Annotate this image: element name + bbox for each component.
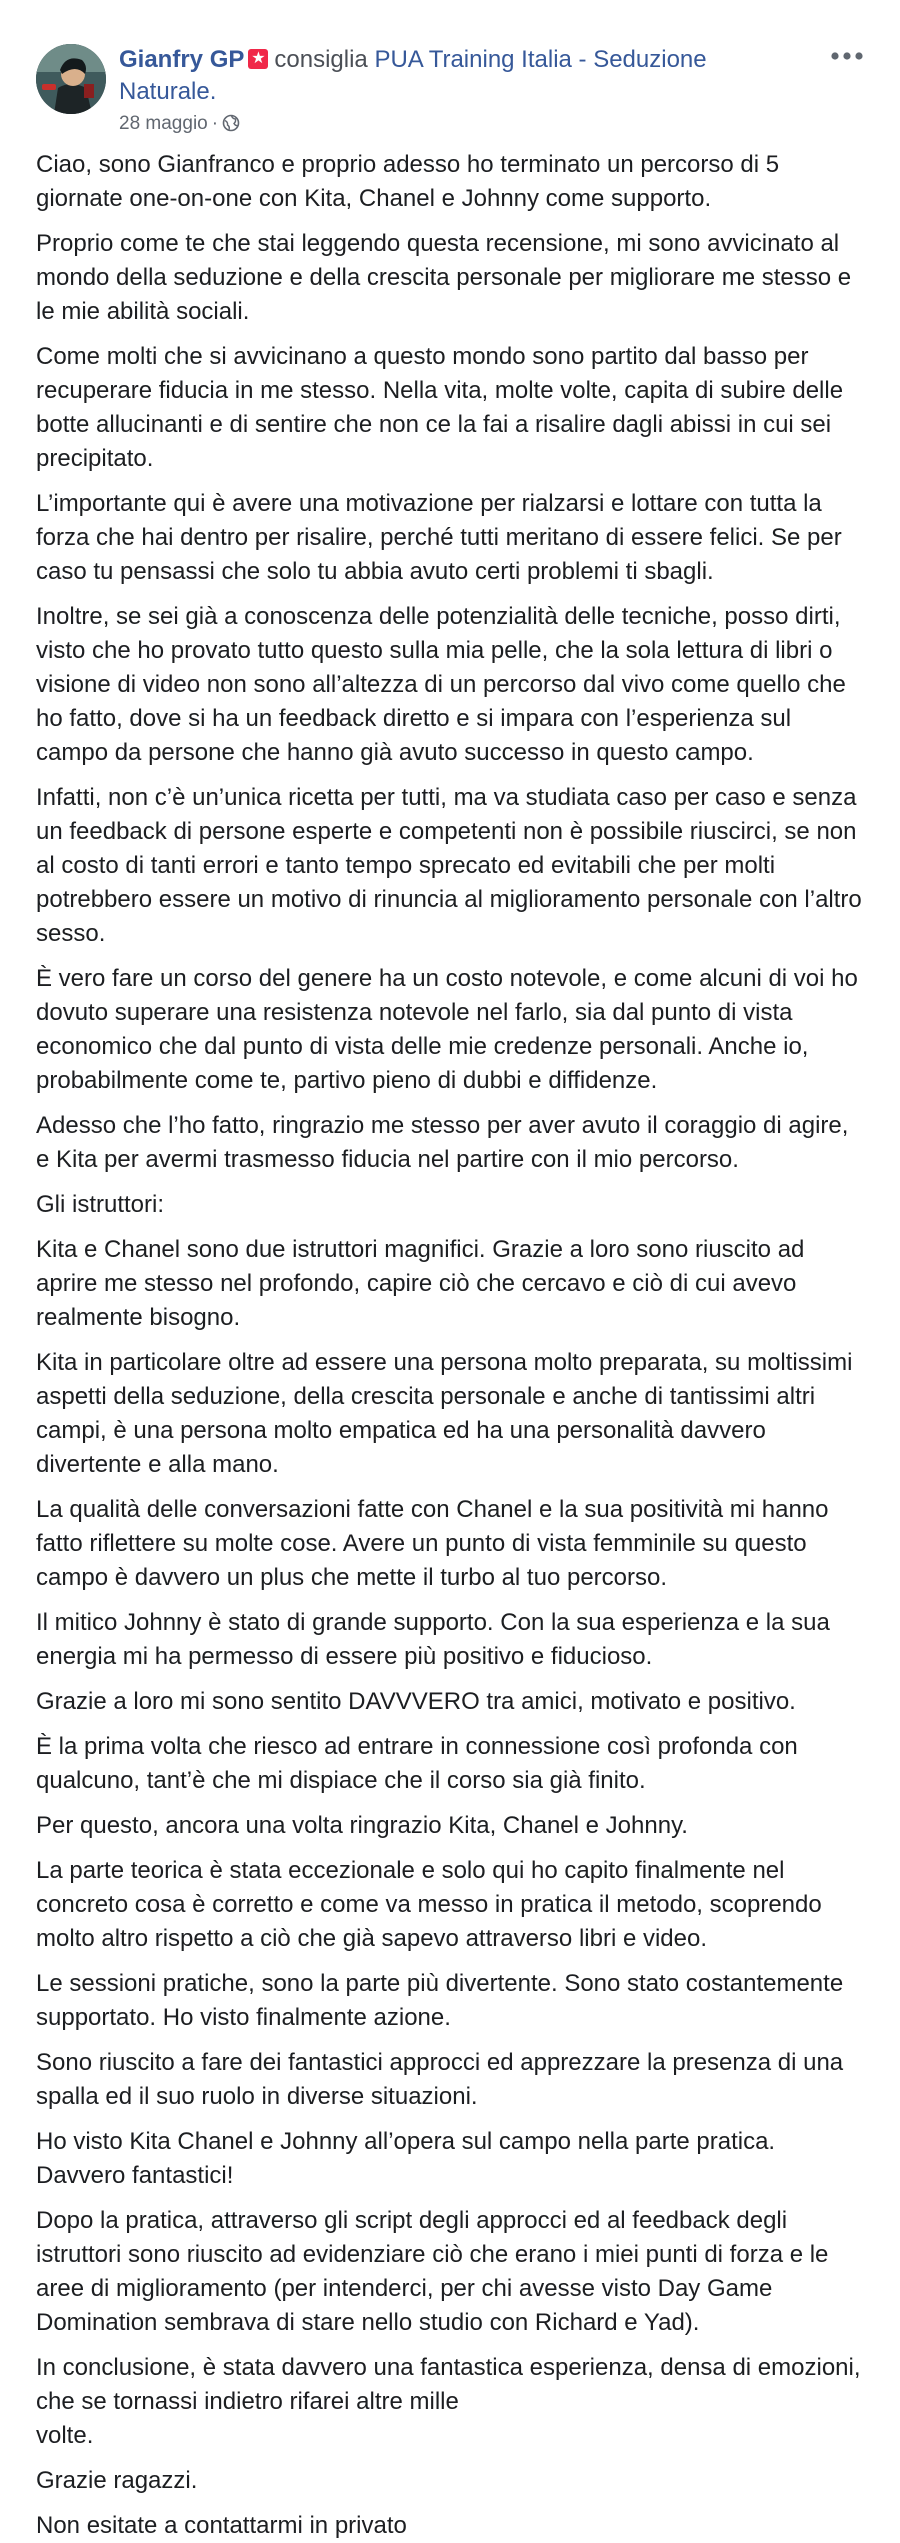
post-paragraph: È vero fare un corso del genere ha un costo notevole, e come alcuni di voi ho dovuto superare una resistenza notevole nel farlo, sia dal punto di vista economico che dal punto di vista delle mie credenze personali. Anche io, probabilmente come te, partivo pieno di dubbi e diffidenze. xyxy=(36,965,858,1094)
post-paragraph: Non esitate a contattarmi in privato xyxy=(36,2512,407,2539)
post-header xyxy=(36,40,866,148)
recommendation-star-icon xyxy=(248,49,268,69)
post-paragraph: Gli istruttori: xyxy=(36,1191,165,1218)
globe-icon[interactable] xyxy=(222,114,240,139)
post-paragraph: Kita e Chanel sono due istruttori magnifici. Grazie a loro sono riuscito ad aprire me stesso nel profondo, capire ciò che cercavo e ciò di cui avevo realmente bisogno. xyxy=(36,1236,805,1331)
post-paragraph: Sono riuscito a fare dei fantastici approcci ed apprezzare la presenza di una spalla ed il suo ruolo in diverse situazioni. xyxy=(36,2049,844,2110)
meta-separator: · xyxy=(211,113,219,134)
avatar-image xyxy=(36,44,106,114)
post-meta xyxy=(119,112,809,139)
post-paragraph: Kita in particolare oltre ad essere una persona molto preparata, su moltissimi aspetti della seduzione, della crescita personale e anche di tantissimi altri campi, è una persona molto empatica ed ha una personalità davvero divertente e alla mano. xyxy=(36,1349,853,1478)
post-paragraph: È la prima volta che riesco ad entrare in connessione così profonda con qualcuno, tant’è che mi dispiace che il corso sia già finito. xyxy=(36,1733,798,1794)
post-paragraph: Il mitico Johnny è stato di grande supporto. Con la sua esperienza e la sua energia mi ha permesso di essere più positivo e fiducioso. xyxy=(36,1609,830,1670)
post-paragraph: Per questo, ancora una volta ringrazio Kita, Chanel e Johnny. xyxy=(36,1812,688,1839)
post-paragraph: Le sessioni pratiche, sono la parte più divertente. Sono stato costantemente supportato. Ho visto finalmente azione. xyxy=(36,1970,844,2031)
post-body xyxy=(36,148,866,2543)
avatar[interactable] xyxy=(36,44,106,114)
post-paragraph: Grazie a loro mi sono sentito DAVVVERO tra amici, motivato e positivo. xyxy=(36,1688,796,1715)
post-title-line xyxy=(119,44,809,108)
post-date-link[interactable]: 28 maggio xyxy=(119,113,208,134)
post-paragraph: Come molti che si avvicinano a questo mondo sono partito dal basso per recuperare fiducia in me stesso. Nella vita, molte volte, capita di subire delle botte allucinanti e di sentire che non ce la fai a risalire dagli abissi in cui sei precipitato. xyxy=(36,343,844,472)
post-paragraph: Infatti, non c’è un’unica ricetta per tutti, ma va studiata caso per caso e senza un feedback di persone esperte e competenti non è possibile riuscirci, se non al costo di tanti errori e tanto tempo sprecato ed evitabili che per molti potrebbero essere un motivo di rinuncia al miglioramento personale con l’altro sesso. xyxy=(36,784,862,947)
action-text: consiglia xyxy=(274,46,368,73)
post-paragraph: Ciao, sono Gianfranco e proprio adesso ho terminato un percorso di 5 giornate one-on-one con Kita, Chanel e Johnny come supporto. xyxy=(36,151,780,212)
post-paragraph: In conclusione, è stata davvero una fantastica esperienza, densa di emozioni, che se tornassi indietro rifarei altre mille volte. xyxy=(36,2354,861,2449)
post-paragraph: Inoltre, se sei già a conoscenza delle potenzialità delle tecniche, posso dirti, visto che ho provato tutto questo sulla mia pelle, che la sola lettura di libri o visione di video non sono all’altezza di un percorso dal vivo come quello che ho fatto, dove si ha un feedback diretto e si impara con l’esperienza sul campo da persone che hanno già avuto successo in questo campo. xyxy=(36,603,846,766)
post-paragraph: La qualità delle conversazioni fatte con Chanel e la sua positività mi hanno fatto riflettere su molte cose. Avere un punto di vista femminile su questo campo è davvero un plus che mette il turbo al tuo percorso. xyxy=(36,1496,829,1591)
post-header-text xyxy=(119,44,809,139)
post-paragraph: Ho visto Kita Chanel e Johnny all’opera sul campo nella parte pratica. Davvero fantastici! xyxy=(36,2128,776,2189)
post-paragraph: Grazie ragazzi. xyxy=(36,2467,198,2494)
post-paragraph: Adesso che l’ho fatto, ringrazio me stesso per aver avuto il coraggio di agire, e Kita per avermi trasmesso fiducia nel partire con il mio percorso. xyxy=(36,1112,849,1173)
post-paragraph: La parte teorica è stata eccezionale e solo qui ho capito finalmente nel concreto cosa è corretto e come va messo in pratica il metodo, scoprendo molto altro rispetto a ciò che già sapevo attraverso libri e video. xyxy=(36,1857,822,1952)
page-name-link[interactable]: PUA Training Italia - Seduzione Naturale. xyxy=(119,46,707,105)
post-paragraph: Proprio come te che stai leggendo questa recensione, mi sono avvicinato al mondo della seduzione e della crescita personale per migliorare me stesso e le mie abilità sociali. xyxy=(36,230,852,325)
post-paragraph: Dopo la pratica, attraverso gli script degli approcci ed al feedback degli istruttori sono riuscito ad evidenziare ciò che erano i miei punti di forza e le aree di miglioramento (per intenderci, per chi avesse visto Day Game Domination sembrava di stare nello studio con Richard e Yad). xyxy=(36,2207,829,2336)
post-paragraph: L’importante qui è avere una motivazione per rialzarsi e lottare con tutta la forza che hai dentro per risalire, perché tutti meritano di essere felici. Se per caso tu pensassi che solo tu abbia avuto certi problemi ti sbagli. xyxy=(36,490,842,585)
more-options-icon[interactable] xyxy=(830,44,864,68)
author-name-link[interactable]: Gianfry GP xyxy=(119,46,245,73)
